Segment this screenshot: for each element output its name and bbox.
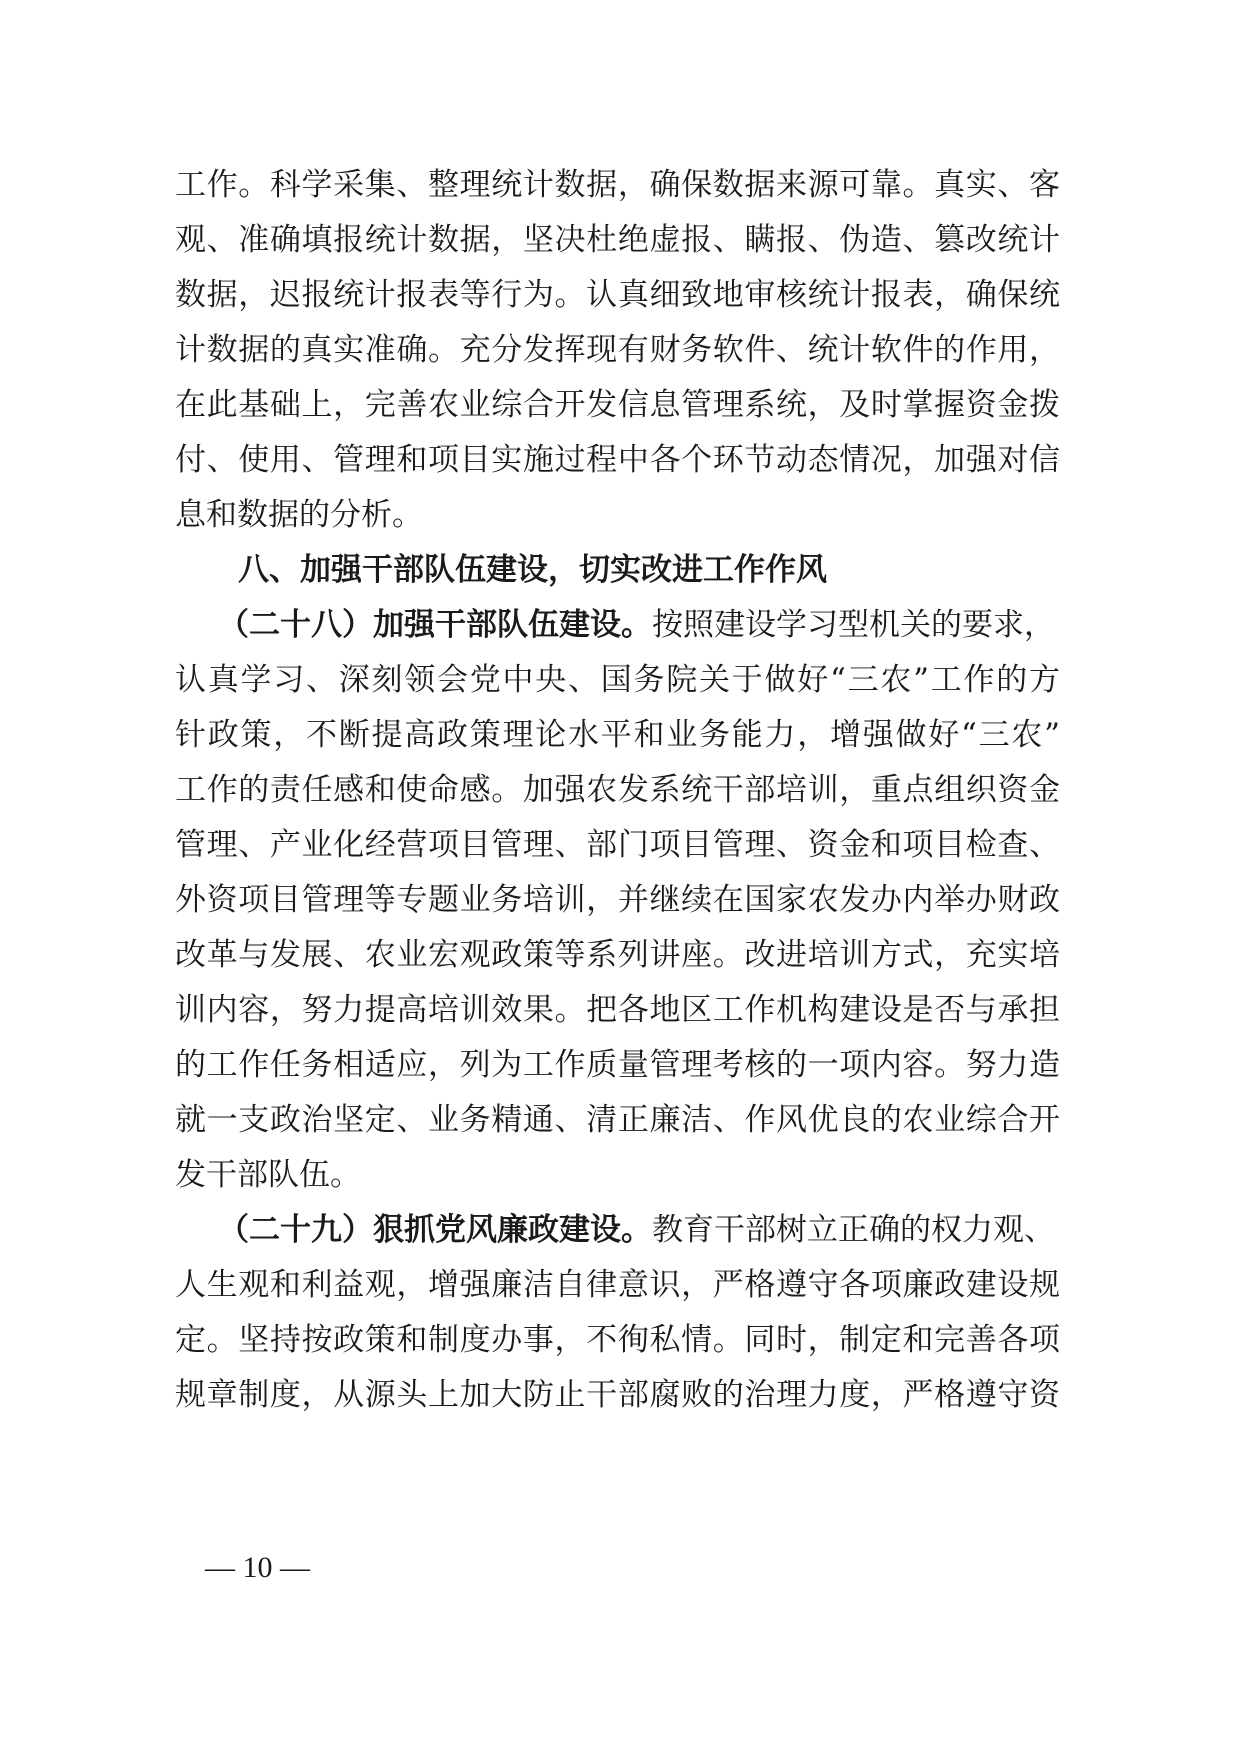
text-line: 改革与发展、农业宏观政策等系列讲座。改进培训方式，充实培	[175, 937, 1060, 973]
text-line: 人生观和利益观，增强廉洁自律意识，严格遵守各项廉政建设规	[175, 1267, 1060, 1303]
text-line: 训内容，努力提高培训效果。把各地区工作机构建设是否与承担	[175, 992, 1060, 1028]
text-line: 针政策，不断提高政策理论水平和业务能力，增强做好“三农”	[175, 717, 1060, 753]
text-line: 计数据的真实准确。充分发挥现有财务软件、统计软件的作用，	[175, 332, 1060, 368]
text-line: 认真学习、深刻领会党中央、国务院关于做好“三农”工作的方	[175, 662, 1060, 698]
text-line: 数据，迟报统计报表等行为。认真细致地审核统计报表，确保统	[175, 277, 1060, 313]
paragraph-29-first-line	[218, 1210, 1060, 1250]
text-line: 工作的责任感和使命感。加强农发系统干部培训，重点组织资金	[175, 772, 1060, 808]
text-line: 规章制度，从源头上加大防止干部腐败的治理力度，严格遵守资	[175, 1377, 1060, 1413]
section-heading: 八、加强干部队伍建设，切实改进工作作风	[238, 552, 827, 588]
text-line: 定。坚持按政策和制度办事，不徇私情。同时，制定和完善各项	[175, 1322, 1060, 1358]
text-line: 就一支政治坚定、业务精通、清正廉洁、作风优良的农业综合开	[175, 1102, 1060, 1138]
paragraph-29-lead: 教育干部树立正确的权力观、	[652, 1212, 1055, 1248]
paragraph-29-title: （二十九）狠抓党风廉政建设。	[218, 1212, 652, 1248]
text-line: 付、使用、管理和项目实施过程中各个环节动态情况，加强对信	[175, 442, 1060, 478]
text-line: 的工作任务相适应，列为工作质量管理考核的一项内容。努力造	[175, 1047, 1060, 1083]
text-line: 发干部队伍。	[175, 1157, 361, 1193]
paragraph-28-title: （二十八）加强干部队伍建设。	[218, 607, 652, 643]
paragraph-28-lead: 按照建设学习型机关的要求，	[652, 607, 1055, 643]
text-line: 息和数据的分析。	[175, 497, 423, 533]
text-line: 在此基础上，完善农业综合开发信息管理系统，及时掌握资金拨	[175, 387, 1060, 423]
page-number: — 10 —	[205, 1551, 310, 1584]
text-line: 外资项目管理等专题业务培训，并继续在国家农发办内举办财政	[175, 882, 1060, 918]
text-line: 工作。科学采集、整理统计数据，确保数据来源可靠。真实、客	[175, 167, 1060, 203]
paragraph-28-first-line	[218, 605, 1060, 645]
text-line: 管理、产业化经营项目管理、部门项目管理、资金和项目检查、	[175, 827, 1060, 863]
text-line: 观、准确填报统计数据，坚决杜绝虚报、瞒报、伪造、篡改统计	[175, 222, 1060, 258]
